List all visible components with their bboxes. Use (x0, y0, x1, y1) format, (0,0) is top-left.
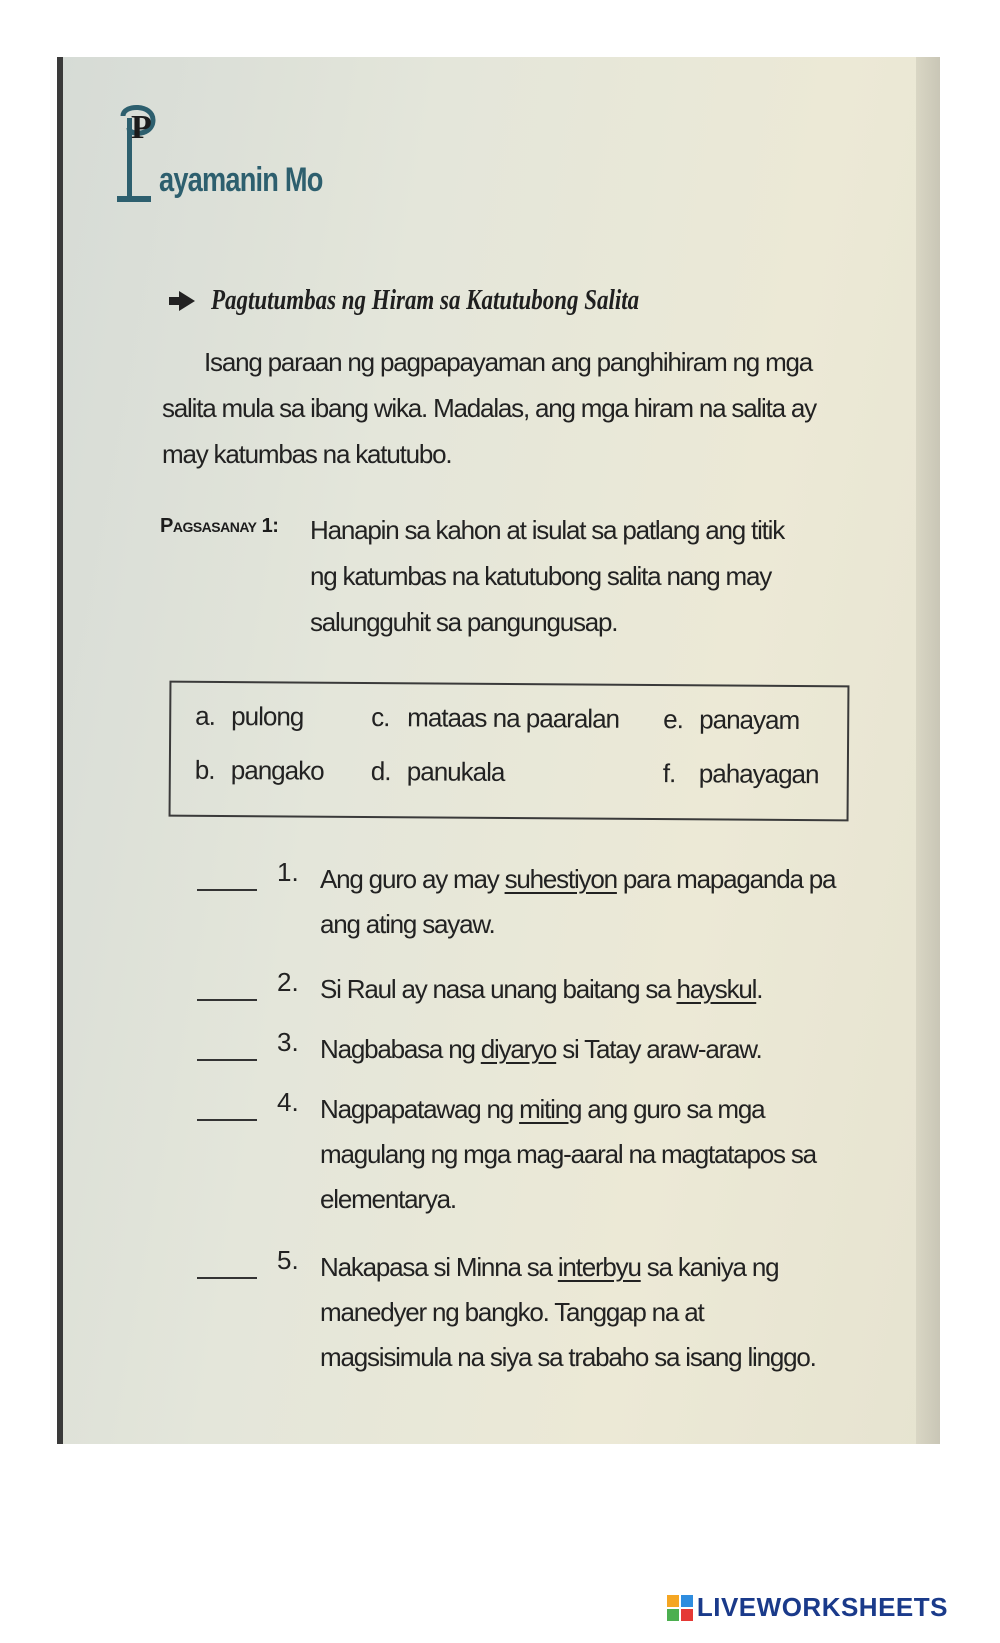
liveworksheets-footer (667, 1592, 948, 1623)
question-text: Si Raul ay nasa unang baitang sa hayskul. (320, 974, 763, 1004)
choice-letter: d. (370, 756, 391, 787)
answer-blank[interactable] (197, 889, 257, 891)
choice-letter: a. (195, 700, 216, 731)
choice-f (663, 758, 819, 790)
exercise-instruction: Hanapin sa kahon at isulat sa patlang ang titik ng katumbas na katutubong salita nang may salungguhit sa pangungusap. (310, 515, 785, 637)
underlined-word: diyaryo (480, 1034, 557, 1064)
section-title: ayamanin Mo (159, 161, 323, 199)
answer-blank[interactable] (197, 1277, 257, 1279)
underlined-word: interbyu (557, 1252, 641, 1282)
choice-letter: b. (194, 754, 215, 785)
question-number: 2. (277, 967, 299, 997)
answer-blank[interactable] (197, 1119, 257, 1121)
subheading-text: Pagtutumbas ng Hiram sa Katutubong Salita (211, 285, 640, 316)
choice-letter: f. (662, 758, 676, 789)
question-number: 3. (277, 1027, 299, 1057)
arrow-right-icon (169, 291, 195, 311)
liveworksheets-logo-icon (667, 1595, 693, 1621)
choice-word: mataas na paaralan (407, 702, 620, 734)
drop-letter: P (131, 109, 152, 146)
footer-brand: LIVEWORKSHEETS (696, 1592, 948, 1622)
choice-word: panukala (406, 756, 505, 787)
choice-letter: c. (371, 702, 390, 733)
underlined-word: suhestiyon (504, 864, 617, 894)
choices-box (169, 681, 850, 822)
question-text: Nagbabasa ng diyaryo si Tatay araw-araw. (320, 1034, 762, 1064)
question-text: Nakapasa si Minna sa interbyu sa kaniya ng manedyer ng bangko. Tanggap na at magsisimula na siya sa trabaho sa isang linggo. (320, 1252, 816, 1372)
choice-a (195, 701, 303, 733)
choice-d (371, 756, 505, 788)
question-number: 4. (277, 1087, 299, 1117)
exercise-label: Pagsasanay 1: (160, 515, 279, 537)
answer-blank[interactable] (197, 1059, 257, 1061)
question-number: 1. (277, 857, 299, 887)
choice-letter: e. (663, 704, 684, 735)
worksheet-photo (57, 57, 940, 1444)
drop-cap-p-icon (113, 100, 157, 208)
choice-word: panayam (699, 704, 800, 736)
choice-e (663, 704, 799, 736)
section-header (113, 100, 363, 208)
question-text: Nagpapatawag ng miting ang guro sa mga magulang ng mga mag-aaral na magtatapos sa elementarya. (320, 1094, 816, 1214)
choice-b (195, 755, 324, 787)
choice-word: pulong (231, 701, 304, 732)
choice-word: pahayagan (698, 758, 819, 790)
choice-c (371, 702, 619, 735)
subheading (169, 285, 733, 317)
intro-paragraph: Isang paraan ng pagpapayaman ang panghihiram ng mga salita mula sa ibang wika. Madalas, ang mga hiram na salita ay may katumbas na katutubo. (162, 347, 816, 469)
underlined-word: hayskul (676, 974, 757, 1004)
choice-word: pangako (230, 755, 324, 786)
underlined-word: miting (519, 1094, 582, 1124)
answer-blank[interactable] (197, 999, 257, 1001)
question-text: Ang guro ay may suhestiyon para mapaganda pa ang ating sayaw. (320, 864, 836, 939)
question-number: 5. (277, 1245, 299, 1275)
